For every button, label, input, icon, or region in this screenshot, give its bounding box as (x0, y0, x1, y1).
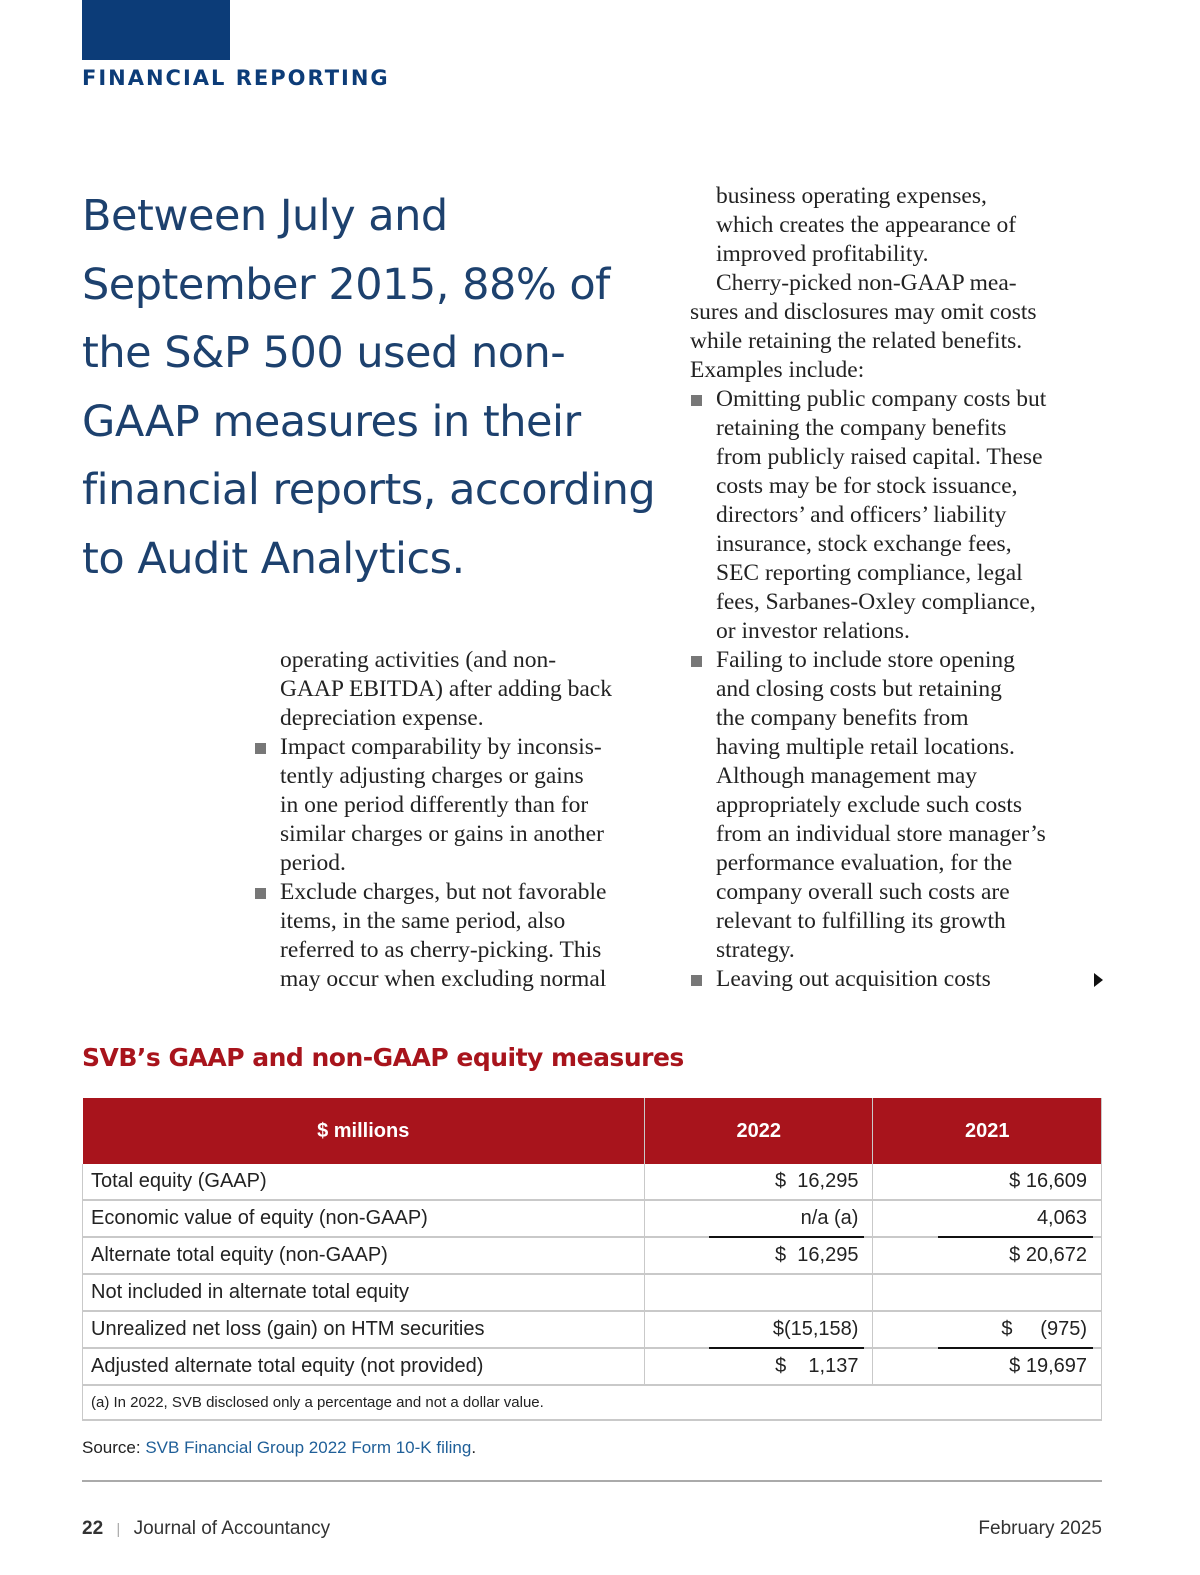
value-2021: $ 20,672 (873, 1237, 1102, 1274)
right-column-text (690, 182, 1046, 994)
table-row (83, 1164, 1102, 1200)
text-line (690, 907, 1046, 936)
source-end: . (471, 1438, 477, 1457)
line-text: similar charges or gains in another (280, 821, 604, 847)
text-line (254, 791, 612, 820)
page-number: 22 (82, 1518, 104, 1539)
text-line (690, 675, 1046, 704)
text-line (690, 472, 1046, 501)
line-text: from publicly raised capital. These (716, 444, 1043, 470)
line-text: Examples include: (690, 357, 865, 383)
text-line (690, 211, 1046, 240)
table-footnote: (a) In 2022, SVB disclosed only a percentage and not a dollar value. (83, 1385, 1102, 1420)
value-2021 (873, 1274, 1102, 1311)
bullet-square-icon (255, 888, 266, 899)
line-text: Although management may (716, 763, 978, 789)
text-line (254, 907, 612, 936)
text-line (690, 327, 1046, 356)
text-line (254, 965, 612, 994)
text-line (690, 356, 1046, 385)
line-text: sures and disclosures may omit costs (690, 299, 1037, 325)
text-line (690, 269, 1046, 298)
line-text: Exclude charges, but not favorable (280, 879, 607, 905)
bullet-square-icon (691, 395, 702, 406)
row-label: Economic value of equity (non-GAAP) (83, 1200, 645, 1237)
line-text: operating activities (and non- (280, 647, 557, 673)
value-2021: 4,063 (873, 1200, 1102, 1237)
header-2022: 2022 (644, 1098, 873, 1164)
text-line (254, 936, 612, 965)
bullet-line (254, 878, 612, 907)
left-column-text (254, 646, 612, 994)
header-millions: $ millions (83, 1098, 645, 1164)
value-2022: $ 16,295 (644, 1237, 873, 1274)
bullet-line (254, 733, 612, 762)
value-2021: $ (975) (873, 1311, 1102, 1348)
table-row (83, 1348, 1102, 1385)
line-text: relevant to fulfilling its growth (716, 908, 1006, 934)
text-line (690, 762, 1046, 791)
line-text: performance evaluation, for the (716, 850, 1013, 876)
section-label: FINANCIAL REPORTING (82, 66, 390, 90)
table-row (83, 1274, 1102, 1311)
row-label: Unrealized net loss (gain) on HTM securities (83, 1311, 645, 1348)
line-text: period. (280, 850, 346, 876)
text-line (690, 936, 1046, 965)
text-line (690, 501, 1046, 530)
line-text: the company benefits from (716, 705, 969, 731)
line-text: appropriately exclude such costs (716, 792, 1023, 818)
bullet-square-icon (691, 975, 702, 986)
row-label: Total equity (GAAP) (83, 1164, 645, 1200)
line-text: may occur when excluding normal (280, 966, 607, 992)
line-text: or investor relations. (716, 618, 910, 644)
journal-name: Journal of Accountancy (133, 1518, 331, 1539)
value-2022 (644, 1274, 873, 1311)
source-link[interactable]: SVB Financial Group 2022 Form 10-K filing (145, 1438, 472, 1457)
equity-table (82, 1098, 1102, 1421)
pull-quote: Between July and September 2015, 88% of the S&P 500 used non-GAAP measures in their financial reports, according to Audit Analytics. (82, 191, 656, 584)
text-line (690, 414, 1046, 443)
text-line (690, 820, 1046, 849)
text-line (690, 588, 1046, 617)
text-line (690, 791, 1046, 820)
line-text: Omitting public company costs but (716, 386, 1047, 412)
bullet-line (690, 646, 1046, 675)
value-2021: $ 19,697 (873, 1348, 1102, 1385)
text-line (254, 762, 612, 791)
line-text: and closing costs but retaining (716, 676, 1002, 702)
text-line (254, 849, 612, 878)
table-row (83, 1237, 1102, 1274)
line-text: from an individual store manager’s (716, 821, 1046, 847)
table-title: SVB’s GAAP and non-GAAP equity measures (82, 1043, 684, 1072)
bullet-square-icon (255, 743, 266, 754)
value-2022: n/a (a) (644, 1200, 873, 1237)
bullet-line (690, 385, 1046, 414)
value-2022: $ 16,295 (644, 1164, 873, 1200)
line-text: improved profitability. (716, 241, 929, 267)
text-line (690, 559, 1046, 588)
text-line (690, 704, 1046, 733)
row-label: Adjusted alternate total equity (not provided) (83, 1348, 645, 1385)
bullet-square-icon (691, 656, 702, 667)
text-line (690, 530, 1046, 559)
line-text: insurance, stock exchange fees, (716, 531, 1012, 557)
line-text: Leaving out acquisition costs (716, 966, 991, 992)
line-text: Impact comparability by inconsis- (280, 734, 602, 760)
text-line (690, 182, 1046, 211)
line-text: business operating expenses, (716, 183, 987, 209)
line-text: tently adjusting charges or gains (280, 763, 584, 789)
line-text: directors’ and officers’ liability (716, 502, 1007, 528)
line-text: company overall such costs are (716, 879, 1010, 905)
footer-date: February 2025 (978, 1518, 1102, 1539)
text-line (254, 675, 612, 704)
line-text: referred to as cherry-picking. This (280, 937, 602, 963)
line-text: retaining the company benefits (716, 415, 1007, 441)
table-row (83, 1200, 1102, 1237)
line-text: depreciation expense. (280, 705, 484, 731)
footer-separator: | (116, 1521, 121, 1538)
text-line (690, 878, 1046, 907)
footer-left (82, 1518, 330, 1540)
row-label: Not included in alternate total equity (83, 1274, 645, 1311)
line-text: strategy. (716, 937, 795, 963)
line-text: SEC reporting compliance, legal (716, 560, 1023, 586)
value-2021: $ 16,609 (873, 1164, 1102, 1200)
line-text: which creates the appearance of (716, 212, 1017, 238)
line-text: fees, Sarbanes-Oxley compliance, (716, 589, 1036, 615)
text-line (690, 443, 1046, 472)
value-2022: $ 1,137 (644, 1348, 873, 1385)
line-text: while retaining the related benefits. (690, 328, 1023, 354)
text-line (254, 820, 612, 849)
text-line (690, 617, 1046, 646)
text-line (254, 646, 612, 675)
line-text: items, in the same period, also (280, 908, 566, 934)
section-color-block (82, 0, 230, 60)
header-2021: 2021 (873, 1098, 1102, 1164)
text-line (690, 298, 1046, 327)
line-text: Failing to include store opening (716, 647, 1015, 673)
source-label: Source: (82, 1438, 141, 1457)
line-text: having multiple retail locations. (716, 734, 1015, 760)
text-line (690, 733, 1046, 762)
line-text: GAAP EBITDA) after adding back (280, 676, 612, 702)
continue-arrow-icon (1094, 973, 1103, 987)
line-text: costs may be for stock issuance, (716, 473, 1018, 499)
footer-divider (82, 1480, 1102, 1482)
text-line (690, 240, 1046, 269)
text-line (690, 849, 1046, 878)
text-line (254, 704, 612, 733)
source-note (82, 1438, 476, 1458)
line-text: in one period differently than for (280, 792, 589, 818)
row-label: Alternate total equity (non-GAAP) (83, 1237, 645, 1274)
line-text: Cherry-picked non-GAAP mea- (716, 270, 1017, 296)
table-row (83, 1311, 1102, 1348)
bullet-line (690, 965, 1046, 994)
value-2022: $(15,158) (644, 1311, 873, 1348)
